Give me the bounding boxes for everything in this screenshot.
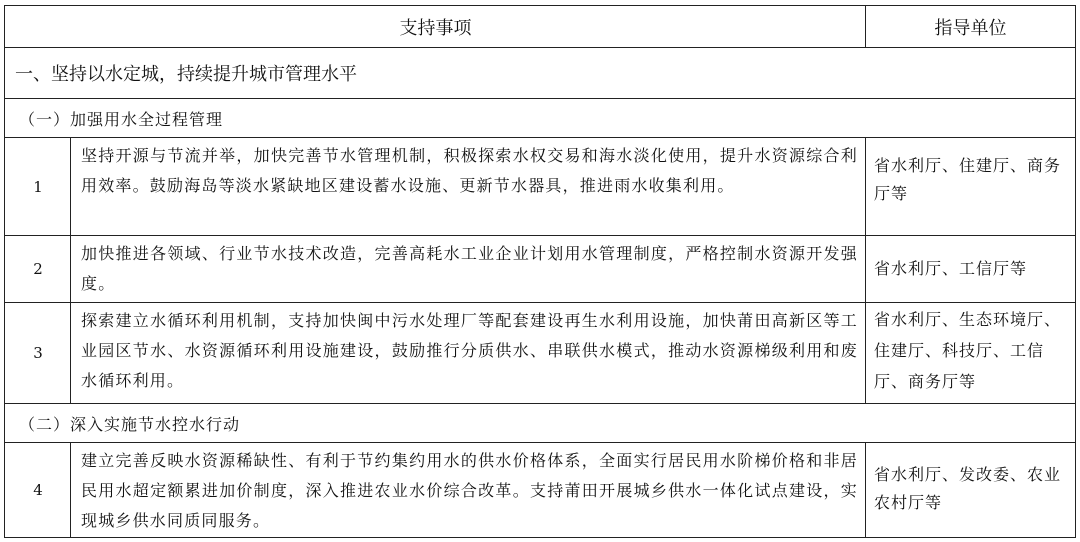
subsection-title-cell [4,403,1076,443]
subsection-title: （二）深入实施节水控水行动 [19,414,241,434]
table-row [4,137,1076,236]
section-row [4,47,1076,99]
row-number: 2 [33,260,43,278]
header-item-cell [4,5,866,48]
section-title: 一、坚持以水定城，持续提升城市管理水平 [15,64,357,85]
row-unit-cell [865,302,1076,404]
row-unit-cell [865,442,1076,538]
header-unit-cell [865,5,1076,48]
row-unit: 省水利厅、工信厅等 [874,259,1028,278]
table-row [4,442,1076,538]
row-number: 4 [33,481,43,499]
row-content: 探索建立水循环利用机制，支持加快闽中污水处理厂等配套建设再生水利用设施，加快莆田高新区等工业园区节水、水资源循环利用设施建设，鼓励推行分质供水、串联供水模式，推动水资源梯级利用和废水循环利用。 [81,311,858,390]
section-title-cell [4,47,1076,99]
row-unit: 省水利厅、生态环境厅、住建厅、科技厅、工信厅、商务厅等 [874,310,1062,391]
row-content: 加快推进各领域、行业节水技术改造，完善高耗水工业企业计划用水管理制度，严格控制水资源开发强度。 [81,244,858,293]
row-number-cell [4,442,71,538]
row-number-cell [4,235,71,303]
subsection-title-cell [4,98,1076,138]
subsection-row [4,98,1076,138]
row-unit-cell [865,137,1076,236]
row-content: 坚持开源与节流并举，加快完善节水管理机制，积极探索水权交易和海水淡化使用，提升水资源综合利用效率。鼓励海岛等淡水紧缺地区建设蓄水设施、更新节水器具，推进雨水收集利用。 [81,146,858,195]
row-content-cell [70,442,866,538]
row-content: 建立完善反映水资源稀缺性、有利于节约集约用水的供水价格体系，全面实行居民用水阶梯价格和非居民用水超定额累进加价制度，深入推进农业水价综合改革。支持莆田开展城乡供水一体化试点建设，实现城乡供水同质同服务。 [81,451,858,530]
row-number: 1 [33,177,43,196]
header-unit-label: 指导单位 [934,17,1007,39]
row-content-cell [70,137,866,236]
header-item-label: 支持事项 [399,17,472,39]
row-unit: 省水利厅、住建厅、商务厅等 [874,156,1062,203]
subsection-row [4,403,1076,443]
row-number-cell [4,137,71,236]
row-content-cell [70,302,866,404]
row-unit-cell [865,235,1076,303]
support-items-table [4,5,1076,538]
row-number-cell [4,302,71,404]
table-header-row [4,5,1076,48]
row-unit: 省水利厅、发改委、农业农村厅等 [874,465,1062,512]
row-content-cell [70,235,866,303]
subsection-title: （一）加强用水全过程管理 [19,109,224,129]
table-row [4,302,1076,404]
row-number: 3 [33,344,43,362]
table-row [4,235,1076,303]
